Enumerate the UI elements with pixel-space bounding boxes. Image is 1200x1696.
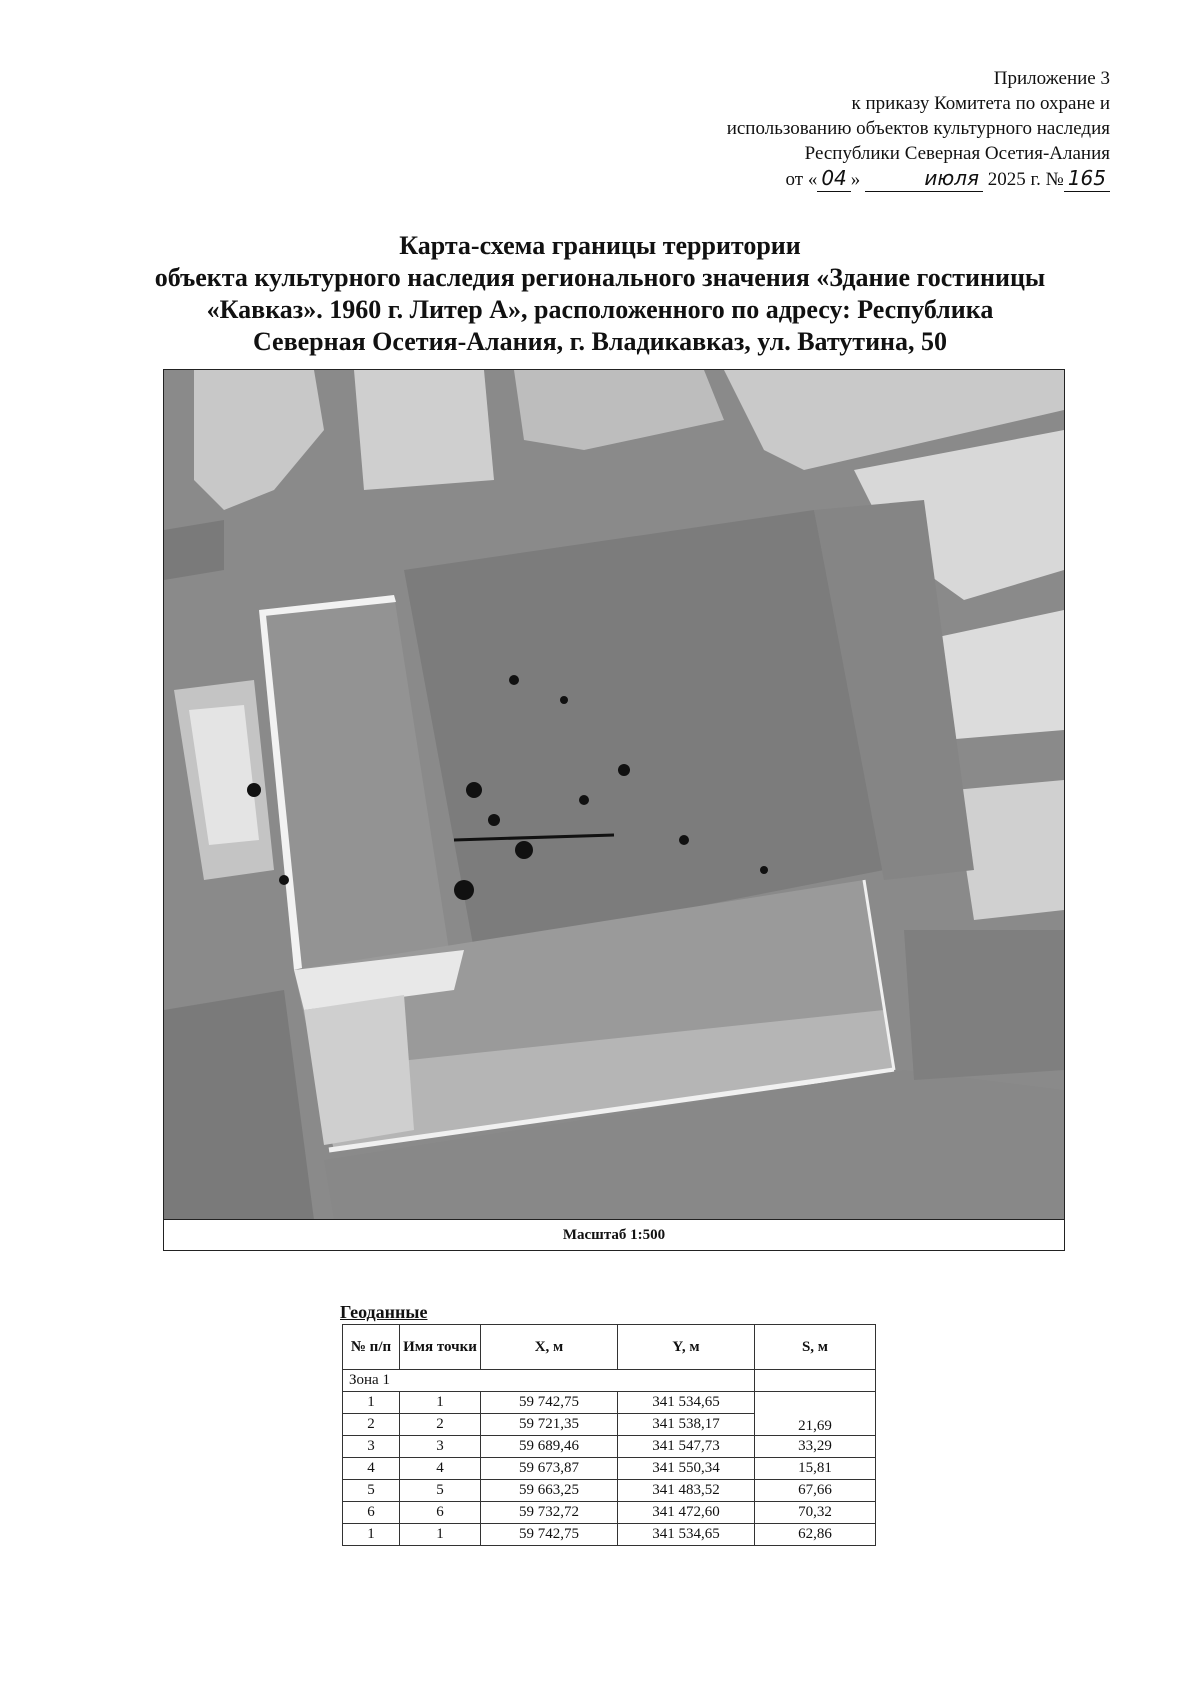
cell-number: 1 xyxy=(343,1392,400,1414)
s-cell-empty xyxy=(755,1370,876,1392)
date-month-handwritten: июля xyxy=(865,166,983,192)
title-line: объекта культурного наследия регионального значения «Здание гостиницы xyxy=(154,263,1046,292)
cell-distance: 33,29 xyxy=(755,1436,876,1458)
date-prefix: от « xyxy=(785,169,818,190)
cell-distance: 15,81 xyxy=(755,1458,876,1480)
geodata-table xyxy=(342,1324,876,1546)
date-year: 2025 г. № xyxy=(987,169,1064,190)
map-scale-label: Масштаб 1:500 xyxy=(164,1219,1064,1250)
table-row xyxy=(343,1480,876,1502)
cell-number: 3 xyxy=(343,1436,400,1458)
cell-number: 1 xyxy=(343,1524,400,1546)
order-date-line xyxy=(727,166,1110,192)
title-line: Карта-схема границы территории xyxy=(399,231,801,260)
zone-row xyxy=(343,1370,876,1392)
table-row xyxy=(343,1392,876,1414)
cell-x: 59 721,35 xyxy=(481,1414,618,1436)
cell-x: 59 732,72 xyxy=(481,1502,618,1524)
header-y: Y, м xyxy=(618,1325,755,1370)
date-day-handwritten: 04 xyxy=(817,166,850,192)
cell-y: 341 472,60 xyxy=(618,1502,755,1524)
cell-point-name: 5 xyxy=(400,1480,481,1502)
title-line: Северная Осетия-Алания, г. Владикавказ, ул. Ватутина, 50 xyxy=(252,327,948,356)
title-line: «Кавказ». 1960 г. Литер А», расположенного по адресу: Республика xyxy=(206,295,994,324)
aerial-photo-image xyxy=(164,370,1064,1220)
header-s: S, м xyxy=(755,1325,876,1370)
cell-point-name: 4 xyxy=(400,1458,481,1480)
zone-label: Зона 1 xyxy=(343,1370,755,1392)
cell-distance: 67,66 xyxy=(755,1480,876,1502)
cell-point-name: 1 xyxy=(400,1392,481,1414)
document-title xyxy=(60,230,1140,358)
header-point-name: Имя точки xyxy=(400,1325,481,1370)
header-x: X, м xyxy=(481,1325,618,1370)
cell-number: 5 xyxy=(343,1480,400,1502)
cell-number: 2 xyxy=(343,1414,400,1436)
cell-x: 59 742,75 xyxy=(481,1524,618,1546)
cell-number: 6 xyxy=(343,1502,400,1524)
table-row xyxy=(343,1458,876,1480)
cell-x: 59 742,75 xyxy=(481,1392,618,1414)
table-row xyxy=(343,1502,876,1524)
appendix-header xyxy=(727,66,1110,192)
cell-point-name: 6 xyxy=(400,1502,481,1524)
table-row xyxy=(343,1436,876,1458)
cell-point-name: 1 xyxy=(400,1524,481,1546)
geodata-caption: Геоданные xyxy=(340,1302,428,1322)
cell-distance: 21,69 xyxy=(755,1392,876,1436)
table-header-row xyxy=(343,1325,876,1370)
aerial-map xyxy=(163,369,1065,1251)
cell-x: 59 663,25 xyxy=(481,1480,618,1502)
appendix-line: Республики Северная Осетия-Алания xyxy=(804,143,1110,164)
cell-y: 341 534,65 xyxy=(618,1524,755,1546)
cell-distance: 62,86 xyxy=(755,1524,876,1546)
cell-y: 341 534,65 xyxy=(618,1392,755,1414)
cell-distance: 70,32 xyxy=(755,1502,876,1524)
order-number-handwritten: 165 xyxy=(1064,166,1110,192)
appendix-line: использованию объектов культурного наследия xyxy=(726,118,1110,139)
appendix-line: к приказу Комитета по охране и xyxy=(851,93,1110,114)
table-row xyxy=(343,1524,876,1546)
cell-y: 341 483,52 xyxy=(618,1480,755,1502)
cell-number: 4 xyxy=(343,1458,400,1480)
header-number: № п/п xyxy=(343,1325,400,1370)
cell-y: 341 538,17 xyxy=(618,1414,755,1436)
appendix-line: Приложение 3 xyxy=(993,68,1110,89)
cell-y: 341 547,73 xyxy=(618,1436,755,1458)
date-mid: » xyxy=(850,169,861,190)
cell-x: 59 689,46 xyxy=(481,1436,618,1458)
cell-point-name: 3 xyxy=(400,1436,481,1458)
cell-x: 59 673,87 xyxy=(481,1458,618,1480)
cell-point-name: 2 xyxy=(400,1414,481,1436)
cell-y: 341 550,34 xyxy=(618,1458,755,1480)
